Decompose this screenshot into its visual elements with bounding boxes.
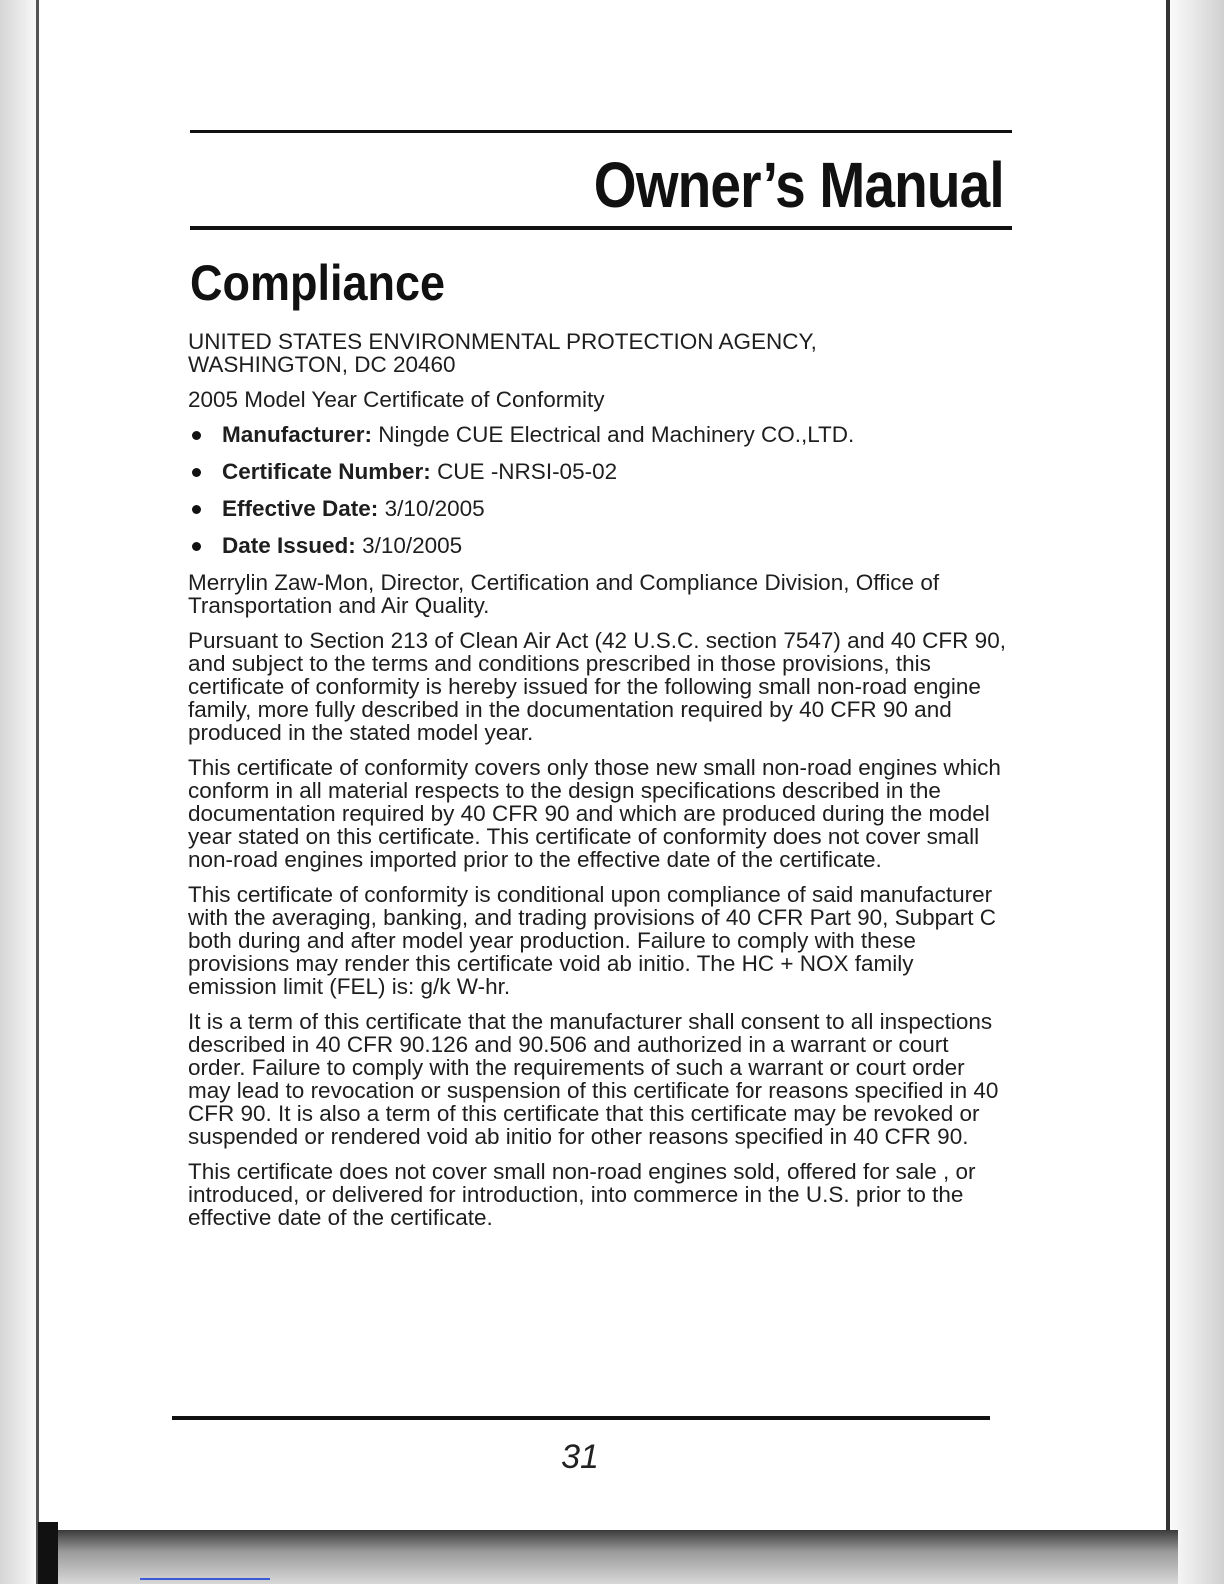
scan-bottom-shadow <box>38 1530 1178 1584</box>
detail-label: Certificate Number: <box>222 459 431 484</box>
header-bottom-rule <box>190 226 1012 230</box>
section-title: Compliance <box>190 255 446 311</box>
detail-value: CUE -NRSI-05-02 <box>437 459 618 484</box>
detail-effective-date <box>188 497 1008 520</box>
detail-value: 3/10/2005 <box>384 496 485 521</box>
detail-date-issued <box>188 534 1008 557</box>
agency-address <box>188 330 1008 376</box>
scan-right-binding-line <box>1166 0 1170 1584</box>
bullet-icon <box>192 505 201 514</box>
paragraph-conditional: This certificate of conformity is conditional upon compliance of said manufacturer with the averaging, banking, and trading provisions of 40 CFR Part 90, Subpart C both during and after model year production. Failure to comply with these provisions may render this certificate void ab initio. The HC + NOX family emission limit (FEL) is: g/k W-hr. <box>188 882 996 999</box>
detail-value: 3/10/2005 <box>362 533 463 558</box>
detail-manufacturer <box>188 423 1008 446</box>
footer-rule <box>172 1416 990 1420</box>
detail-label: Manufacturer: <box>222 422 373 447</box>
scan-right-edge <box>1164 0 1224 1584</box>
detail-value: Ningde CUE Electrical and Machinery CO.,LTD. <box>378 422 855 447</box>
bullet-icon <box>192 542 201 551</box>
detail-label: Date Issued: <box>222 533 356 558</box>
scan-left-binding-line <box>36 0 39 1584</box>
header-top-rule <box>190 130 1012 133</box>
scan-bottom-corner <box>38 1522 58 1584</box>
manual-title: Owner’s Manual <box>593 149 1004 221</box>
page-number: 31 <box>561 1438 599 1476</box>
agency-name: UNITED STATES ENVIRONMENTAL PROTECTION AGENCY, <box>188 329 817 354</box>
agency-city: WASHINGTON, DC 20460 <box>188 352 456 377</box>
paragraph-inspections: It is a term of this certificate that the manufacturer shall consent to all inspections described in 40 CFR 90.126 and 90.506 and authorized in a warrant or court order. Failure to comply with the requirements of such a warrant or court order may lead to revocation or suspension of this certificate for reasons specified in 40 CFR 90. It is also a term of this certificate that this certificate may be revoked or suspended or rendered void ab initio for other reasons specified in 40 CFR 90. <box>188 1009 999 1149</box>
compliance-content <box>188 330 1008 1241</box>
detail-certificate-number <box>188 460 1008 483</box>
paragraph-coverage: This certificate of conformity covers only those new small non-road engines which conform in all material respects to the design specifications described in the documentation required by 40 CFR 90 and which are produced during the model year stated on this certificate. This certificate of conformity does not cover small non-road engines imported prior to the effective date of the certificate. <box>188 755 1001 872</box>
paragraph-exclusions: This certificate does not cover small non-road engines sold, offered for sale , or introduced, or delivered for introduction, into commerce in the U.S. prior to the effective date of the certificate. <box>188 1159 976 1230</box>
paragraph-pursuant: Pursuant to Section 213 of Clean Air Act (42 U.S.C. section 7547) and 40 CFR 90, and subject to the terms and conditions prescribed in those provisions, this certificate of conformity is hereby issued for the following small non-road engine family, more fully described in the documentation required by 40 CFR 90 and produced in the stated model year. <box>188 628 1006 745</box>
signatory: Merrylin Zaw-Mon, Director, Certification and Compliance Division, Office of Transportation and Air Quality. <box>188 570 940 618</box>
scan-left-edge <box>0 0 40 1584</box>
bullet-icon <box>192 431 201 440</box>
scan-bottom-underline <box>140 1578 270 1580</box>
certificate-heading: 2005 Model Year Certificate of Conformity <box>188 387 605 412</box>
detail-label: Effective Date: <box>222 496 379 521</box>
certificate-details-list <box>188 423 1008 557</box>
bullet-icon <box>192 468 201 477</box>
